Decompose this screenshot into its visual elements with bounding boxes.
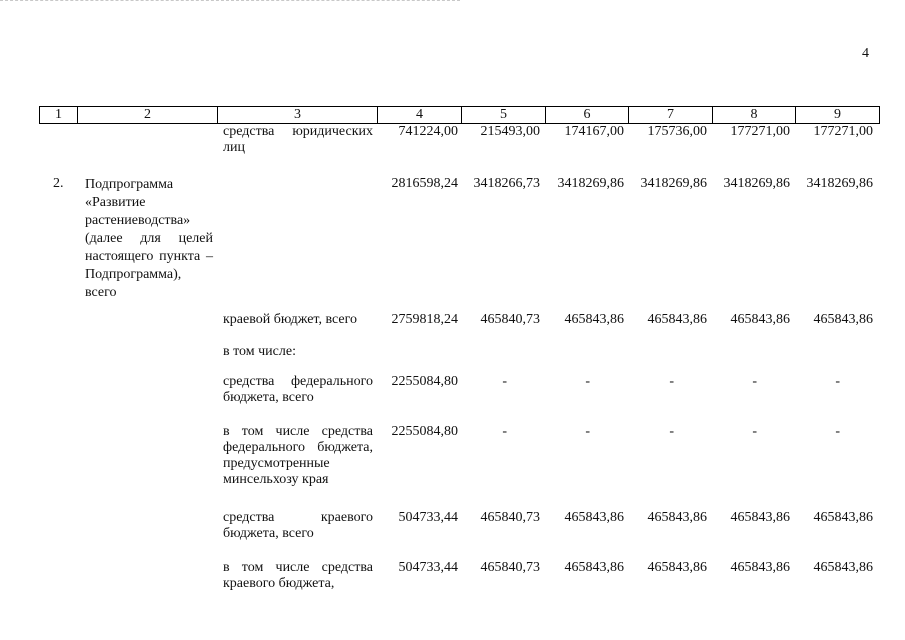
table-cell-value: - xyxy=(502,424,507,439)
column-header: 7 xyxy=(629,107,713,124)
column-header: 3 xyxy=(218,107,378,124)
column-header: 9 xyxy=(796,107,880,124)
page-number: 4 xyxy=(862,46,869,61)
table-cell-value: 3418269,86 xyxy=(806,176,873,191)
table-cell-value: 2816598,24 xyxy=(391,176,458,191)
table-cell-value: 3418269,86 xyxy=(723,176,790,191)
table-cell-value: 465843,86 xyxy=(813,510,873,525)
column-header: 4 xyxy=(378,107,462,124)
row-number: 2. xyxy=(53,176,64,191)
table-cell-value: 465843,86 xyxy=(564,560,624,575)
table-cell-value: 2255084,80 xyxy=(391,424,458,439)
funding-source-label: в том числе средства краевого бюджета, xyxy=(223,560,373,591)
funding-source-label: средства краевого бюджета, всего xyxy=(223,510,373,541)
table-cell-value: - xyxy=(669,374,674,389)
table-cell-value: 465843,86 xyxy=(647,560,707,575)
funding-source-label: краевой бюджет, всего xyxy=(223,312,358,327)
table-cell-value: 3418269,86 xyxy=(557,176,624,191)
table-cell-value: 465843,86 xyxy=(647,510,707,525)
table-cell-value: 465840,73 xyxy=(480,510,540,525)
funding-source-label: средства федерального бюджета, всего xyxy=(223,374,373,405)
table-cell-value: - xyxy=(752,374,757,389)
table-cell-value: 465843,86 xyxy=(813,560,873,575)
table-cell-value: 741224,00 xyxy=(398,124,458,139)
funding-source-label: в том числе: xyxy=(223,344,296,359)
table-cell-value: 3418269,86 xyxy=(640,176,707,191)
table-cell-value: 465843,86 xyxy=(730,312,790,327)
table-cell-value: 465843,86 xyxy=(564,312,624,327)
table-cell-value: 465843,86 xyxy=(647,312,707,327)
table-cell-value: 175736,00 xyxy=(647,124,707,139)
table-cell-value: 3418266,73 xyxy=(473,176,540,191)
table-cell-value: 2759818,24 xyxy=(391,312,458,327)
table-cell-value: - xyxy=(502,374,507,389)
table-cell-value: 465843,86 xyxy=(813,312,873,327)
column-header-row xyxy=(39,106,880,124)
table-cell-value: - xyxy=(585,374,590,389)
table-cell-value: 177271,00 xyxy=(813,124,873,139)
column-header: 8 xyxy=(713,107,796,124)
funding-source-label: средства юридических лиц xyxy=(223,124,373,155)
table-cell-value: - xyxy=(585,424,590,439)
table-cell-value: - xyxy=(835,374,840,389)
table-cell-value: - xyxy=(752,424,757,439)
table-cell-value: 465843,86 xyxy=(730,560,790,575)
column-header: 1 xyxy=(40,107,78,124)
subprogram-name: Подпрограмма «Развитие растениеводства» (далее для целей настоящего пункта – Подпрограмма), всего xyxy=(85,177,213,300)
table-cell-value: - xyxy=(669,424,674,439)
table-cell-value: 465840,73 xyxy=(480,312,540,327)
table-cell-value: 465843,86 xyxy=(564,510,624,525)
column-header: 2 xyxy=(78,107,218,124)
scan-artifact-line xyxy=(0,0,460,1)
table-cell-value: 465843,86 xyxy=(730,510,790,525)
funding-source-label: в том числе средства федерального бюджета, предусмотренные минсельхозу края xyxy=(223,424,373,487)
table-cell-value: 504733,44 xyxy=(398,510,458,525)
table-cell-value: 2255084,80 xyxy=(391,374,458,389)
table-cell-value: 215493,00 xyxy=(480,124,540,139)
table-cell-value: 504733,44 xyxy=(398,560,458,575)
table-cell-value: 177271,00 xyxy=(730,124,790,139)
table-cell-value: 174167,00 xyxy=(564,124,624,139)
table-cell-value: - xyxy=(835,424,840,439)
column-header: 5 xyxy=(462,107,546,124)
table-cell-value: 465840,73 xyxy=(480,560,540,575)
column-header: 6 xyxy=(546,107,629,124)
